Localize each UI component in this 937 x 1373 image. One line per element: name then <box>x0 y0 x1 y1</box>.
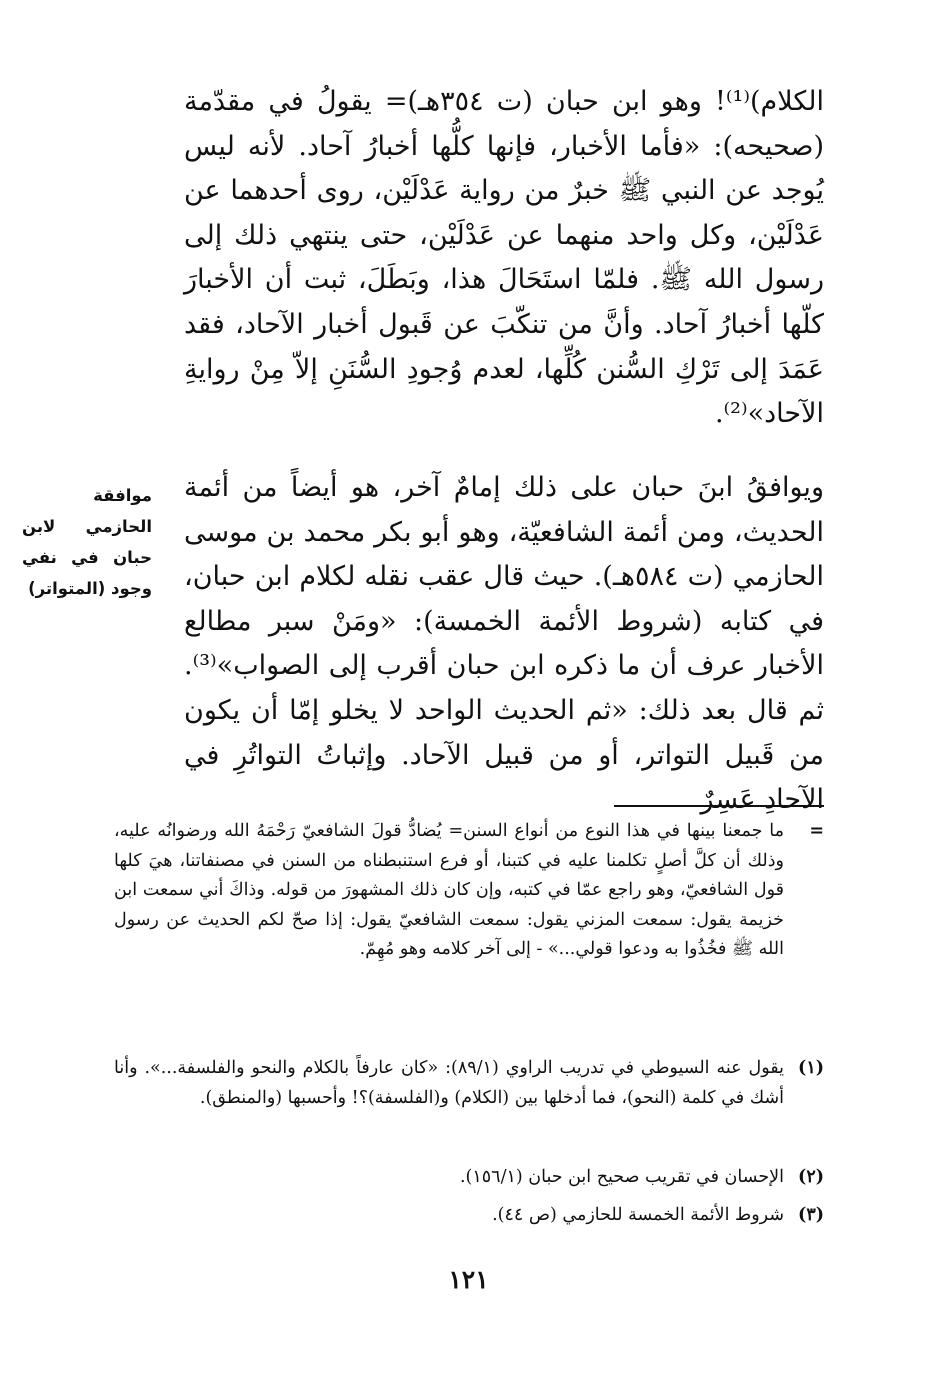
footnote-marker: (٢) <box>798 1167 824 1187</box>
footnote-item <box>114 1054 824 1113</box>
footnote-text: الإحسان في تقريب صحيح ابن حبان (١٥٦/١). <box>459 1167 784 1187</box>
footnote-item <box>114 1201 824 1231</box>
footnote-marker: = <box>809 821 824 841</box>
footnote-continuation <box>114 817 824 965</box>
footnote-marker: (٣) <box>798 1205 824 1225</box>
footnote-item <box>114 817 824 965</box>
paragraph-text: ويوافقُ ابنَ حبان على ذلك إمامٌ آخر، هو أيضاً من أئمة الحديث، ومن أئمة الشافعيّة، وهو أبو بكر محمد بن موسى الحازمي (ت ٥٨٤هـ). حيث قال عقب نقله لكلام ابن حبان، في كتابه (شروط الأئمة الخمسة): «ومَنْ سبر مطالع الأخبار عرف أن ما ذكره ابن حبان أقرب إلى الصواب»⁽³⁾. ثم قال بعد ذلك: «ثم الحديث الواحد لا يخلو إمّا أن يكون من قَبيل التواتر، أو من قبيل الآحاد. وإثباتُ التواتُرِ في الآحادِ عَسِرٌ <box>184 472 824 816</box>
footnote-3 <box>114 1201 824 1231</box>
body-paragraph-2 <box>184 466 824 823</box>
footnote-marker: (١) <box>798 1058 824 1078</box>
footnote-1 <box>114 1054 824 1113</box>
margin-note: موافقة الحازمي لابن حبان في نفي وجود (المتواتر) <box>22 486 152 598</box>
footnote-2 <box>114 1163 824 1193</box>
paragraph-text: الكلام)⁽¹⁾! وهو ابن حبان (ت ٣٥٤هـ)= يقولُ في مقدّمة (صحيحه): «فأما الأخبار، فإنها كلُّها أخبارُ آحاد. لأنه ليس يُوجد عن النبي ﷺ خبرٌ من رواية عَدْلَيْن، روى أحدهما عن عَدْلَيْن، وكل واحد منهما عن عَدْلَيْن، حتى ينتهي ذلك إلى رسول الله ﷺ. فلمّا استَحَالَ هذا، وبَطَلَ، ثبت أن الأخبارَ كلّها أخبارُ آحاد. وأنَّ من تنكّبَ عن قَبول أخبار الآحاد، فقد عَمَدَ إلى تَرْكِ السُّنن كُلِّها، لعدم وُجودِ السُّنَنِ إلاّ مِنْ روايةِ الآحاد»⁽²⁾. <box>184 86 824 430</box>
page-number: ١٢١ <box>448 1265 489 1294</box>
footnote-text: يقول عنه السيوطي في تدريب الراوي (٨٩/١): «كان عارفاً بالكلام والنحو والفلسفة...». وأنا أشك في كلمة (النحو)، فما أدخلها بين (الكلام) و(الفلسفة)؟! وأحسبها (والمنطق). <box>114 1058 784 1108</box>
footnote-separator <box>614 805 824 807</box>
footnote-item <box>114 1163 824 1193</box>
body-paragraph-1 <box>184 80 824 437</box>
footnote-text: ما جمعنا بينها في هذا النوع من أنواع السنن= يُضادُّ قولَ الشافعيّ رَحْمَهُ الله ورضوانُه عليه، وذلك أن كلَّ أصلٍ تكلمنا عليه في كتبنا، أو فرع استنبطناه من السنن في مصنفاتنا، هيَ كلها قول الشافعيّ، وهو راجع عمّا في كتبه، وإن كان ذلك المشهورَ من قوله. وذاكَ أني سمعت ابن خزيمة يقول: سمعت المزني يقول: سمعت الشافعيّ يقول: إذا صحّ لكم الحديث عن رسول الله ﷺ فخُذُوا به ودعوا قولي...» - إلى آخر كلامه وهو مُهِمّ. <box>114 821 784 959</box>
footnote-text: شروط الأئمة الخمسة للحازمي (ص ٤٤). <box>492 1205 784 1225</box>
